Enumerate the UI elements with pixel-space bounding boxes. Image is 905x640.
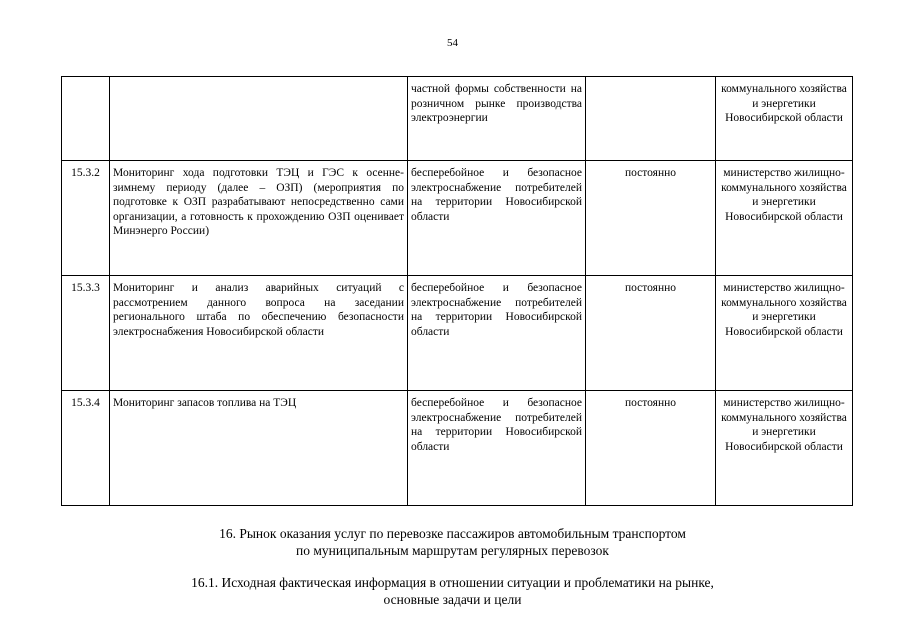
row-number: 15.3.4 [62,391,110,506]
section-16-line1: 16. Рынок оказания услуг по перевозке пассажиров автомобильным транспортом [219,526,686,541]
table-row [62,77,853,161]
term-cell: постоянно [586,276,716,391]
table-row [62,276,853,391]
term-cell [586,77,716,161]
measure-cell: Мониторинг и анализ аварийных ситуаций с рассмотрением данного вопроса на заседании регионального штаба по обеспечению безопасности электроснабжения Новосибирской области [110,276,408,391]
section-16-1-heading [0,574,905,608]
section-16-1-line1: 16.1. Исходная фактическая информация в отношении ситуации и проблематики на рынке, [191,575,714,590]
page-number: 54 [447,37,458,49]
result-cell: бесперебойное и безопасное электроснабжение потребителей на территории Новосибирской области [408,276,586,391]
table-row [62,391,853,506]
section-16-heading [0,525,905,559]
measures-table [61,76,853,506]
term-cell: постоянно [586,391,716,506]
table-row [62,161,853,276]
responsible-cell: министерство жилищно-коммунального хозяйства и энергетики Новосибирской области [716,276,853,391]
result-cell: бесперебойное и безопасное электроснабжение потребителей на территории Новосибирской области [408,161,586,276]
measure-cell: Мониторинг запасов топлива на ТЭЦ [110,391,408,506]
section-16-1-line2: основные задачи и цели [383,592,522,607]
result-cell: бесперебойное и безопасное электроснабжение потребителей на территории Новосибирской области [408,391,586,506]
term-cell: постоянно [586,161,716,276]
row-number [62,77,110,161]
row-number: 15.3.3 [62,276,110,391]
result-cell: частной формы собственности на розничном рынке производства электроэнергии [408,77,586,161]
section-16-line2: по муниципальным маршрутам регулярных перевозок [296,543,609,558]
measure-cell [110,77,408,161]
row-number: 15.3.2 [62,161,110,276]
responsible-cell: министерство жилищно-коммунального хозяйства и энергетики Новосибирской области [716,391,853,506]
responsible-cell: министерство жилищно-коммунального хозяйства и энергетики Новосибирской области [716,161,853,276]
measure-cell: Мониторинг хода подготовки ТЭЦ и ГЭС к осенне-зимнему периоду (далее – ОЗП) (мероприятия по подготовке к ОЗП разрабатывают непосредственно сами организации, а готовность к прохождению ОЗП оценивает Минэнерго России) [110,161,408,276]
responsible-cell: коммунального хозяйства и энергетики Новосибирской области [716,77,853,161]
